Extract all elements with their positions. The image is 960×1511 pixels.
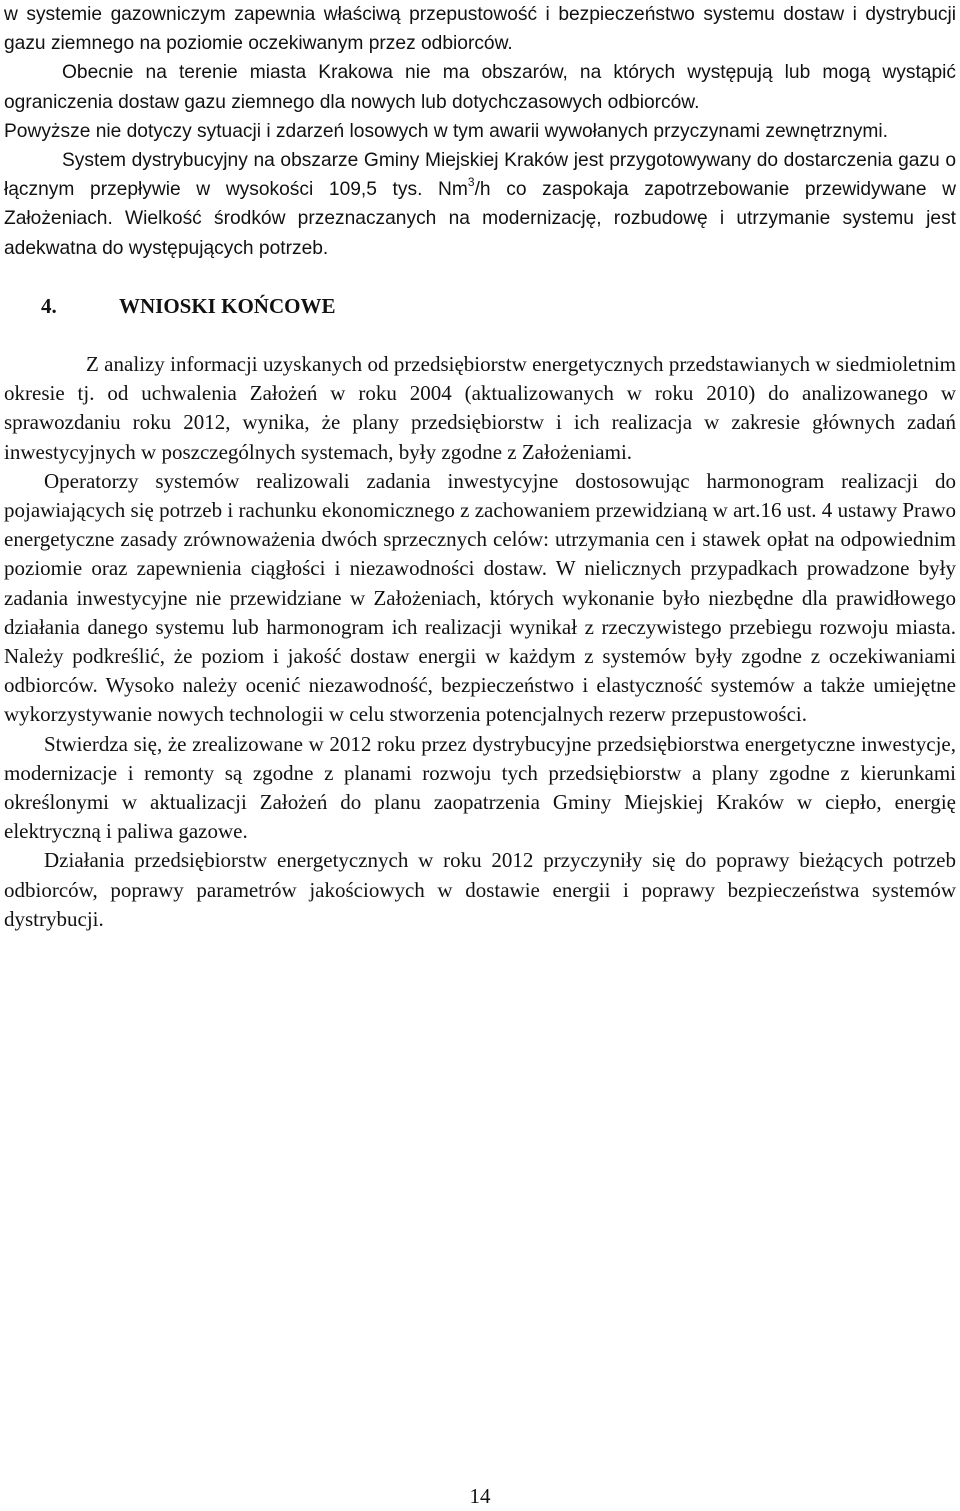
- paragraph-gas-capacity: [4, 0, 956, 58]
- section-title: WNIOSKI KOŃCOWE: [119, 293, 336, 318]
- paragraph-conclusion-text: Stwierdza się, że zrealizowane w 2012 roku przez dystrybucyjne przedsiębiorstwa energetyczne inwestycje, modernizacje i remonty są zgodne z planami rozwoju tych przedsiębiorstw a plany zgodne z kierunkami określonymi w aktualizacji Założeń do planu zaopatrzenia Gminy Miejskiej Kraków w ciepło, energię elektryczną i paliwa gazowe.: [4, 731, 956, 844]
- paragraph-analysis-text: Z analizy informacji uzyskanych od przedsiębiorstw energetycznych przedstawianych w siedmioletnim okresie tj. od uchwalenia Założeń w roku 2004 (aktualizowanych w roku 2010) do analizowanego w sprawozdaniu roku 2012, wynika, że plany przedsiębiorstw i ich realizacja w zakresie głównych zadań inwestycyjnych w poszczególnych systemach, były zgodne z Założeniami.: [4, 352, 956, 464]
- document-page: [4, 0, 956, 934]
- paragraph-gas-capacity-text: w systemie gazowniczym zapewnia właściwą przepustowość i bezpieczeństwo systemu dostaw i dystrybucji gazu ziemnego na poziomie oczekiwanym przez odbiorców.: [4, 4, 956, 55]
- paragraph-distribution-system-text-b: /h co zaspokaja zapotrzebowanie przewidywane w Założeniach. Wielkość środków przeznaczanych na modernizację, rozbudowę i utrzymanie systemu jest adekwatna do występujących potrzeb.: [4, 179, 957, 259]
- page-number: 14: [469, 1484, 491, 1508]
- section-number: 4.: [41, 293, 57, 318]
- paragraph-distribution-system: [4, 146, 956, 263]
- paragraph-actions-text: Działania przedsiębiorstw energetycznych w roku 2012 przyczyniły się do poprawy bieżących potrzeb odbiorców, poprawy parametrów jakościowych w dostawie energii i poprawy bezpieczeństwa systemów dystrybucji.: [4, 848, 956, 931]
- paragraph-random-events-text: Powyższe nie dotyczy sytuacji i zdarzeń losowych w tym awarii wywołanych przyczynami zewnętrznymi.: [4, 120, 888, 142]
- paragraph-distribution-system-text-a: System dystrybucyjny na obszarze Gminy Miejskiej Kraków jest przygotowywany do dostarczenia gazu o łącznym przepływie w wysokości 109,5 tys. Nm: [4, 150, 956, 201]
- paragraph-random-events: [4, 117, 956, 146]
- paragraph-operators-text: Operatorzy systemów realizowali zadania inwestycyjne dostosowując harmonogram realizacji do pojawiających się potrzeb i rachunku ekonomicznego z zachowaniem przewidzianą w art.16 ust. 4 ustawy Prawo energetyczne zasady zrównoważenia dwóch sprzecznych celów: utrzymania cen i stawek opłat na odpowiednim poziomie oraz zapewnienia ciągłości i niezawodności dostaw. W nielicznych przypadkach prowadzone były zadania inwestycyjne nie przewidziane w Założeniach, których wykonanie było niezbędne dla prawidłowego działania danego systemu lub harmonogram ich realizacji wynikał z rzeczywistego przebiegu rozwoju miasta. Należy podkreślić, że poziom i jakość dostaw energii w każdym z systemów były zgodne z oczekiwaniami odbiorców. Wysoko należy ocenić niezawodność, bezpieczeństwo i elastyczność systemów a także umiejętne wykorzystywanie nowych technologii w celu stworzenia potencjalnych rezerw przepustowości.: [4, 468, 956, 727]
- paragraph-no-restrictions: [4, 58, 956, 116]
- section-heading: [4, 292, 956, 321]
- paragraph-actions: [4, 846, 956, 934]
- paragraph-conclusion: [4, 730, 956, 847]
- paragraph-no-restrictions-text: Obecnie na terenie miasta Krakowa nie ma obszarów, na których występują lub mogą wystąpić ograniczenia dostaw gazu ziemnego dla nowych lub dotychczasowych odbiorców.: [4, 62, 956, 113]
- paragraph-operators: [4, 467, 956, 730]
- paragraph-analysis: [4, 350, 956, 467]
- superscript-cubic: 3: [467, 175, 475, 190]
